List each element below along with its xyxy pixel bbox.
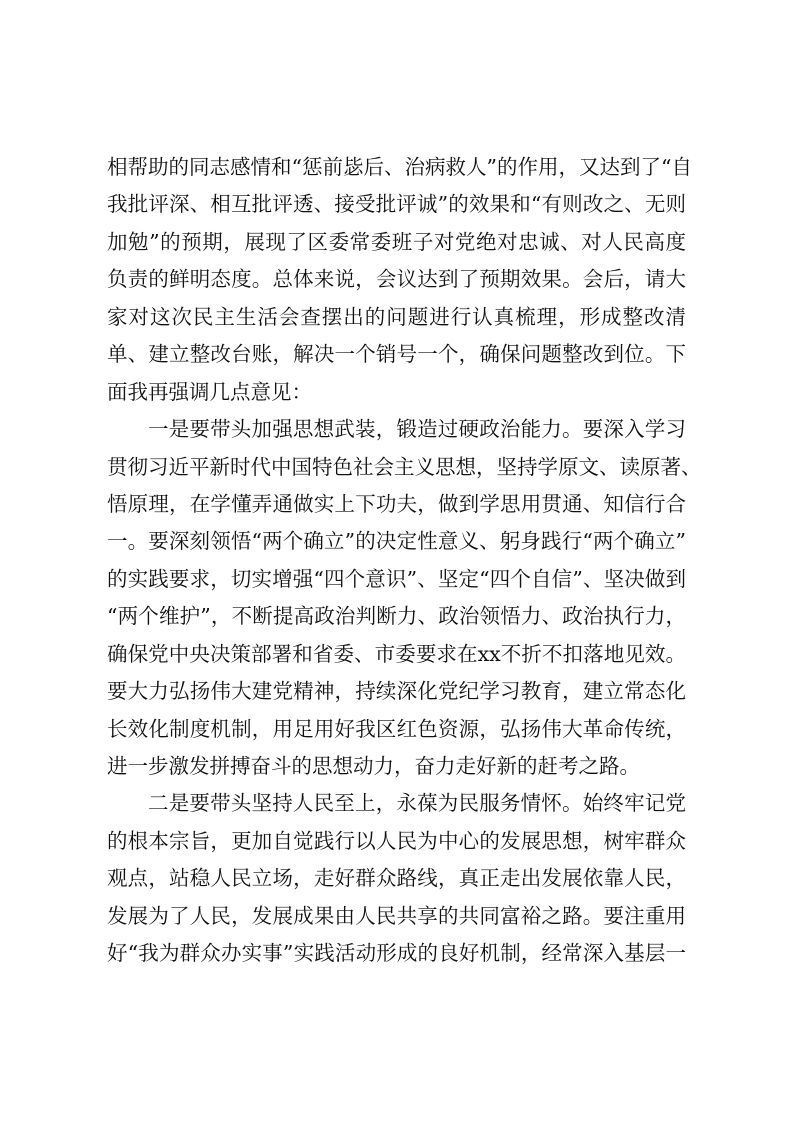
text-line: 我批评深、相互批评透、接受批评诚”的效果和“有则改之、无则: [107, 192, 686, 217]
text-line: 一。要深刻领悟“两个确立”的决定性意义、躬身践行“两个确立”: [107, 529, 686, 554]
paragraph-first-line: 二是要带头坚持人民至上，永葆为民服务情怀。始终牢记党: [148, 791, 686, 816]
text-line: 的根本宗旨，更加自觉践行以人民为中心的发展思想，树牢群众: [107, 828, 686, 853]
text-line: 负责的鲜明态度。总体来说，会议达到了预期效果。会后，请大: [107, 267, 686, 292]
text-line: 家对这次民主生活会查摆出的问题进行认真梳理，形成整改清: [107, 304, 686, 329]
text-line: 单、建立整改台账，解决一个销号一个，确保问题整改到位。下: [107, 342, 686, 367]
body-text: [107, 149, 702, 973]
text-line: 的实践要求，切实增强“四个意识”、坚定“四个自信”、坚决做到: [107, 566, 686, 591]
text-line: 确保党中央决策部署和省委、市委要求在xx不折不扣落地见效。: [107, 641, 686, 666]
text-line: 悟原理，在学懂弄通做实上下功夫，做到学思用贯通、知信行合: [107, 491, 686, 516]
text-line: 进一步激发拼搏奋斗的思想动力，奋力走好新的赶考之路。: [107, 754, 640, 778]
text-line: 加勉”的预期，展现了区委常委班子对党绝对忠诚、对人民高度: [107, 229, 686, 254]
paragraph-first-line: 一是要带头加强思想武装，锻造过硬政治能力。要深入学习: [148, 417, 686, 442]
text-line: “两个维护”，不断提高政治判断力、政治领悟力、政治执行力，: [107, 604, 686, 629]
text-line: 长效化制度机制，用足用好我区红色资源，弘扬伟大革命传统，: [107, 716, 686, 741]
text-line: 面我再强调几点意见：: [107, 379, 312, 404]
text-line: 相帮助的同志感情和“惩前毖后、治病救人”的作用，又达到了“自: [107, 155, 692, 179]
text-line: 贯彻习近平新时代中国特色社会主义思想，坚持学原文、读原著、: [107, 454, 702, 479]
text-line: 要大力弘扬伟大建党精神，持续深化党纪学习教育，建立常态化: [107, 679, 686, 704]
text-line: 好“我为群众办实事”实践活动形成的良好机制，经常深入基层一: [107, 941, 686, 966]
text-line: 观点，站稳人民立场，走好群众路线，真正走出发展依靠人民，: [107, 866, 686, 891]
text-line: 发展为了人民，发展成果由人民共享的共同富裕之路。要注重用: [107, 903, 686, 928]
